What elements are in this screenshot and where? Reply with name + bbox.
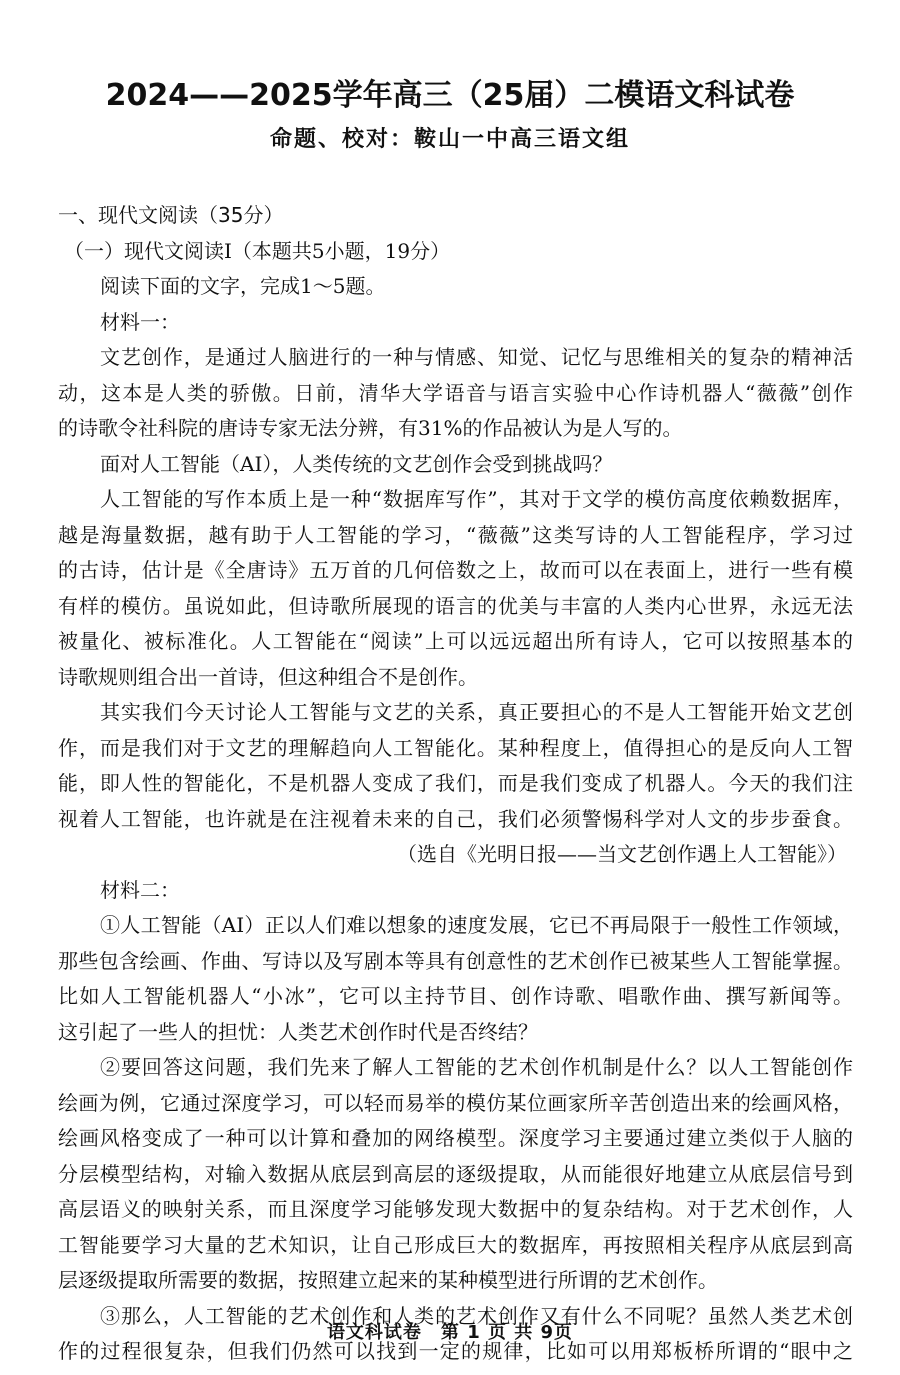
text-line: 比如人工智能机器人“小冰”，它可以主持节目、创作诗歌、唱歌作曲、撰写新闻等。 [58, 984, 853, 1008]
text-line: ③那么，人工智能的艺术创作和人类的艺术创作又有什么不同呢？虽然人类艺术创 [100, 1303, 853, 1328]
text-line: 文艺创作，是通过人脑进行的一种与情感、知觉、记忆与思维相关的复杂的精神活 [100, 345, 853, 369]
text-line: 高层语义的映射关系，而且深度学习能够发现大数据中的复杂结构。对于艺术创作，人 [58, 1197, 853, 1221]
text-line: 的诗歌令社科院的唐诗专家无法分辨，有31%的作品被认为是人写的。 [58, 416, 683, 440]
instruction-text: 阅读下面的文字，完成1～5题。 [100, 274, 386, 298]
page-footer: 语文科试卷 第 1 页 共 9页 [326, 1322, 574, 1343]
material-two-paragraph-1 [58, 908, 853, 1050]
text-line: 能，即人性的智能化，不是机器人变成了我们，而是我们变成了机器人。今天的我们注 [58, 771, 853, 795]
text-line: 有样的模仿。虽说如此，但诗歌所展现的语言的优美与丰富的人类内心世界，永远无法 [58, 593, 853, 618]
text-line: 工智能要学习大量的艺术知识，让自己形成巨大的数据库，再按照相关程序从底层到高 [58, 1232, 853, 1257]
text-line: 视着人工智能，也许就是在注视着未来的自己，我们必须警惕科学对人文的步步蚕食。 [58, 806, 853, 831]
text-line: 绘画为例，它通过深度学习，可以轻而易举的模仿某位画家所辛苦创造出来的绘画风格， [58, 1090, 853, 1115]
text-line: 诗歌规则组合出一首诗，但这种组合不是创作。 [58, 664, 478, 689]
material-one-paragraph-2: 面对人工智能（AI），人类传统的文艺创作会受到挑战吗？ [100, 451, 613, 476]
text-line: 那些包含绘画、作曲、写诗以及写剧本等具有创意性的艺术创作已被某些人工智能掌握。 [58, 948, 853, 973]
material-one-source: （选自《光明日报——当文艺创作遇上人工智能》） [397, 842, 847, 866]
material-one-paragraph-4 [58, 695, 853, 837]
text-line: 的古诗，估计是《全唐诗》五万首的几何倍数之上，故而可以在表面上，进行一些有模 [58, 558, 853, 582]
material-two-paragraph-2 [58, 1050, 853, 1299]
text-line: 越是海量数据，越有助于人工智能的学习，“薇薇”这类写诗的人工智能程序，学习过 [58, 522, 853, 547]
exam-subtitle: 命题、校对：鞍山一中高三语文组 [269, 127, 630, 152]
exam-content [58, 198, 853, 1370]
text-line: 这引起了一些人的担忧：人类艺术创作时代是否终结？ [58, 1019, 538, 1044]
material-one-paragraph-1 [58, 340, 853, 447]
material-one-paragraph-3 [58, 482, 853, 695]
text-line: 作的过程很复杂，但我们仍然可以找到一定的规律，比如可以用郑板桥所谓的“眼中之 [58, 1339, 853, 1363]
text-line: 动，这本是人类的骄傲。日前，清华大学语音与语言实验中心作诗机器人“薇薇”创作 [58, 380, 853, 405]
material-two-label: 材料二： [100, 877, 180, 902]
text-line: 作，而是我们对于文艺的理解趋向人工智能化。某种程度上，值得担心的是反向人工智 [58, 735, 853, 760]
text-line: 其实我们今天讨论人工智能与文艺的关系，真正要担心的不是人工智能开始文艺创 [100, 700, 853, 724]
section-heading: 一、现代文阅读（35分） [58, 203, 284, 227]
text-line: 分层模型结构，对输入数据从底层到高层的逐级提取，从而能很好地建立从底层信号到 [58, 1161, 853, 1186]
text-line: 被量化、被标准化。人工智能在“阅读”上可以远远超出所有诗人，它可以按照基本的 [58, 629, 853, 653]
text-line: ②要回答这问题，我们先来了解人工智能的艺术创作机制是什么？以人工智能创作 [100, 1055, 853, 1079]
text-line: ①人工智能（AI）正以人们难以想象的速度发展，它已不再局限于一般性工作领域， [100, 913, 853, 937]
exam-title: 2024——2025学年高三（25届）二模语文科试卷 [105, 78, 795, 113]
part-heading: （一）现代文阅读Ⅰ（本题共5小题，19分） [64, 238, 451, 263]
text-line: 绘画风格变成了一种可以计算和叠加的网络模型。深度学习主要通过建立类似于人脑的 [58, 1126, 853, 1150]
material-one-label: 材料一： [100, 309, 180, 334]
text-line: 人工智能的写作本质上是一种“数据库写作”，其对于文学的模仿高度依赖数据库， [100, 487, 853, 511]
text-line: 层逐级提取所需要的数据，按照建立起来的某种模型进行所谓的艺术创作。 [58, 1268, 718, 1292]
